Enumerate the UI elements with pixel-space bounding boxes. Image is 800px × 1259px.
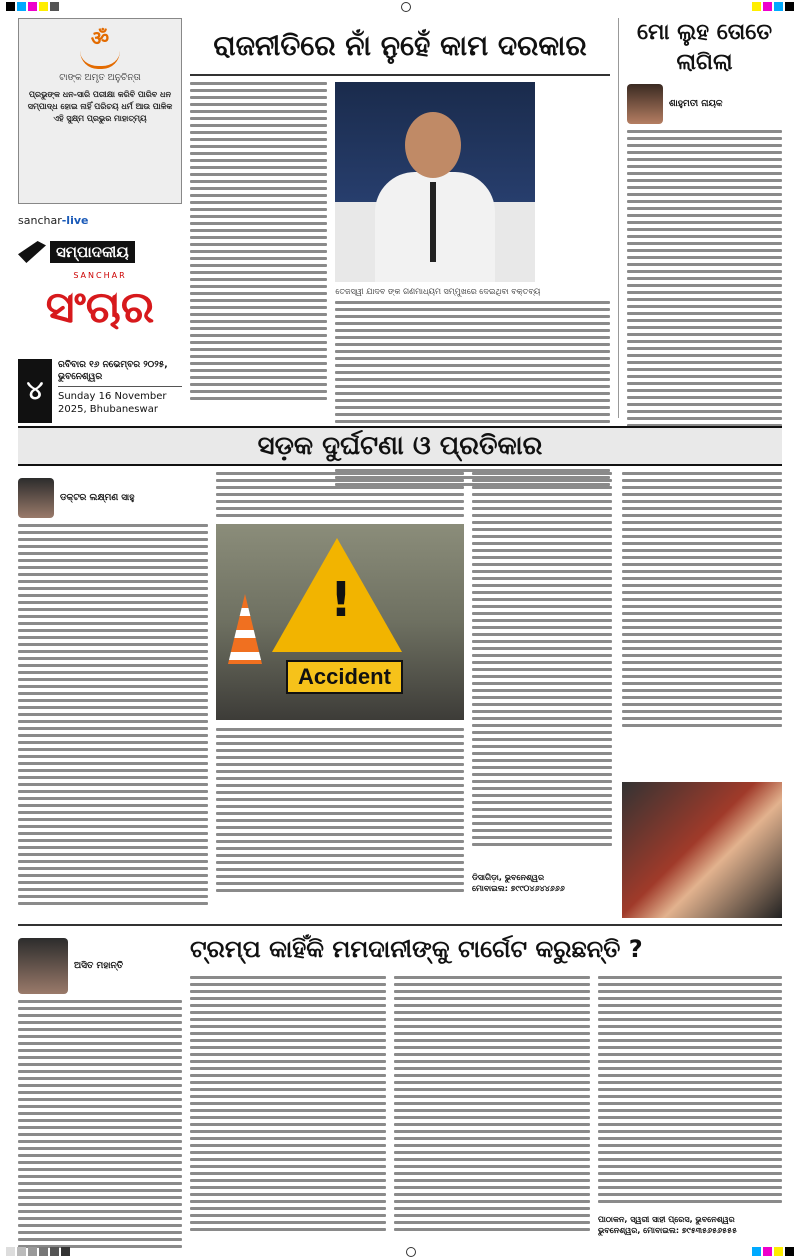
feature-column-1 bbox=[18, 472, 208, 905]
body-text bbox=[216, 728, 464, 892]
website-link[interactable]: sanchar-live bbox=[18, 214, 89, 227]
color-bar-right bbox=[752, 2, 794, 12]
crowd-hands-photo bbox=[622, 782, 782, 918]
author-name: ଶାହୁମତୀ ନାୟକ bbox=[669, 99, 723, 109]
author-name: ଡକ୍ଟର ଲକ୍ଷ୍ମଣ ସାହୁ bbox=[60, 493, 135, 503]
editorial-title: ସମ୍ପାଦକୀୟ bbox=[50, 241, 135, 263]
body-text bbox=[18, 1000, 182, 1248]
registration-crosshair bbox=[406, 1247, 416, 1257]
color-bar-left bbox=[6, 1247, 70, 1257]
body-text bbox=[627, 130, 782, 427]
body-text bbox=[216, 472, 464, 517]
politician-photo bbox=[335, 82, 535, 282]
author-name: ଅସିତ ମହାନ୍ତି bbox=[74, 961, 124, 971]
date-english: Sunday 16 November 2025, Bhubaneswar bbox=[58, 391, 167, 415]
bottom-registration-marks bbox=[0, 1245, 800, 1259]
body-text bbox=[472, 472, 612, 846]
pen-nib-icon bbox=[18, 241, 46, 263]
imprint-place: ପାଠାକନ, ସ୍ୱରୀ ସାହୀ ପ୍ରେସ, ଭୁବନେଶ୍ୱର bbox=[598, 1215, 735, 1224]
trump-article bbox=[18, 924, 782, 1240]
lead-article bbox=[190, 18, 610, 418]
bottom-author-block bbox=[18, 932, 182, 1248]
page-number: ୪ bbox=[18, 359, 52, 423]
color-bar-left bbox=[6, 2, 59, 12]
traffic-cone-icon bbox=[228, 594, 262, 664]
newspaper-logo bbox=[18, 271, 182, 351]
lead-headline: ରାଜନୀତିରେ ନାଁ ନୁହେଁ କାମ ଦରକାର bbox=[190, 18, 610, 76]
imprint-phone: ଭୁବନେଶ୍ୱର, ମୋବାଇଲ: ୭୯୫୩୫୬୫୬୫୫୫ bbox=[598, 1226, 738, 1235]
body-text bbox=[622, 472, 782, 727]
thought-text: ପ୍ରଭୁଙ୍କ ଧନ-ସାରି ପରୀକ୍ଷା କରିବି ପାରିବ ଧନ ସମ୍ପାଦ୍ଧ ହୋଇ ନାହିଁ ପରିଚୟ ଧର୍ମ ଆଉ ପାଳିକ ଏହି ସୁକ୍ଷ୍ମ ପ୍ରଭୁର ମାହାତ୍ମ୍ୟ bbox=[27, 90, 173, 123]
body-text bbox=[598, 976, 782, 1203]
masthead bbox=[18, 18, 182, 418]
accident-photo: ! Accident bbox=[216, 524, 464, 720]
body-text bbox=[190, 976, 386, 1231]
newspaper-page bbox=[18, 18, 782, 1240]
top-registration-marks bbox=[0, 0, 800, 14]
accident-label: Accident bbox=[286, 660, 403, 694]
author-avatar bbox=[18, 478, 54, 518]
editorial-label bbox=[18, 241, 182, 263]
logo-english: SANCHAR bbox=[73, 271, 127, 280]
thought-title: ଟାଙ୍କ ଅମୃତ ଅନୁଚିନ୍ତା bbox=[59, 73, 141, 83]
dateline bbox=[18, 359, 182, 423]
side-headline: ମୋ ଲୁହ ତୋତେ ଲାଗିଲା bbox=[637, 20, 772, 75]
color-bar-right bbox=[752, 1247, 794, 1257]
om-symbol: ॐ bbox=[90, 26, 110, 50]
side-author bbox=[627, 84, 782, 124]
logo-odia: ସଂଚାର bbox=[45, 282, 155, 333]
imprint-phone: ମୋବାଇଲ: ୭୯୯୦୪୬୪୪୬୬୬ bbox=[472, 884, 565, 893]
side-article bbox=[618, 18, 782, 418]
registration-crosshair bbox=[401, 2, 411, 12]
thought-of-day-box bbox=[18, 18, 182, 204]
road-accident-article bbox=[18, 426, 782, 918]
photo-caption: ତେଜସ୍ୱୀ ଯାଦବ ଙ୍କ ଗଣମାଧ୍ୟମ ସମ୍ମୁଖରେ ଦେଇଥିବା ବକ୍ତବ୍ୟ bbox=[335, 287, 541, 296]
feature-headline: ସଡ଼କ ଦୁର୍ଘଟଣା ଓ ପ୍ରତିକାର bbox=[257, 430, 543, 461]
feature-author bbox=[18, 478, 208, 518]
praying-hands-icon bbox=[80, 51, 120, 69]
feature-imprint bbox=[472, 872, 612, 894]
author-avatar bbox=[627, 84, 663, 124]
date-box bbox=[52, 359, 182, 423]
imprint-place: ଡିସାଗିଡ଼ା, ଭୁବନେଶ୍ୱର bbox=[472, 873, 545, 882]
bottom-imprint bbox=[598, 1214, 782, 1236]
feature-banner bbox=[18, 426, 782, 466]
microphone-icon bbox=[430, 182, 436, 262]
date-odia: ରବିବାର ୧୬ ନଭେମ୍ବର ୨୦୨୫, ଭୁବନେଶ୍ୱର bbox=[58, 359, 182, 387]
feature-body bbox=[18, 472, 782, 918]
author-avatar bbox=[18, 938, 68, 994]
body-text bbox=[190, 82, 327, 400]
bottom-headline: ଟ୍ରମ୍ପ କାହିଁକି ମମଦାନୀଙ୍କୁ ଟାର୍ଗେଟ କରୁଛନ୍ତି ? bbox=[190, 935, 643, 963]
body-text bbox=[394, 976, 590, 1231]
bottom-author bbox=[18, 938, 182, 994]
body-text bbox=[18, 524, 208, 905]
